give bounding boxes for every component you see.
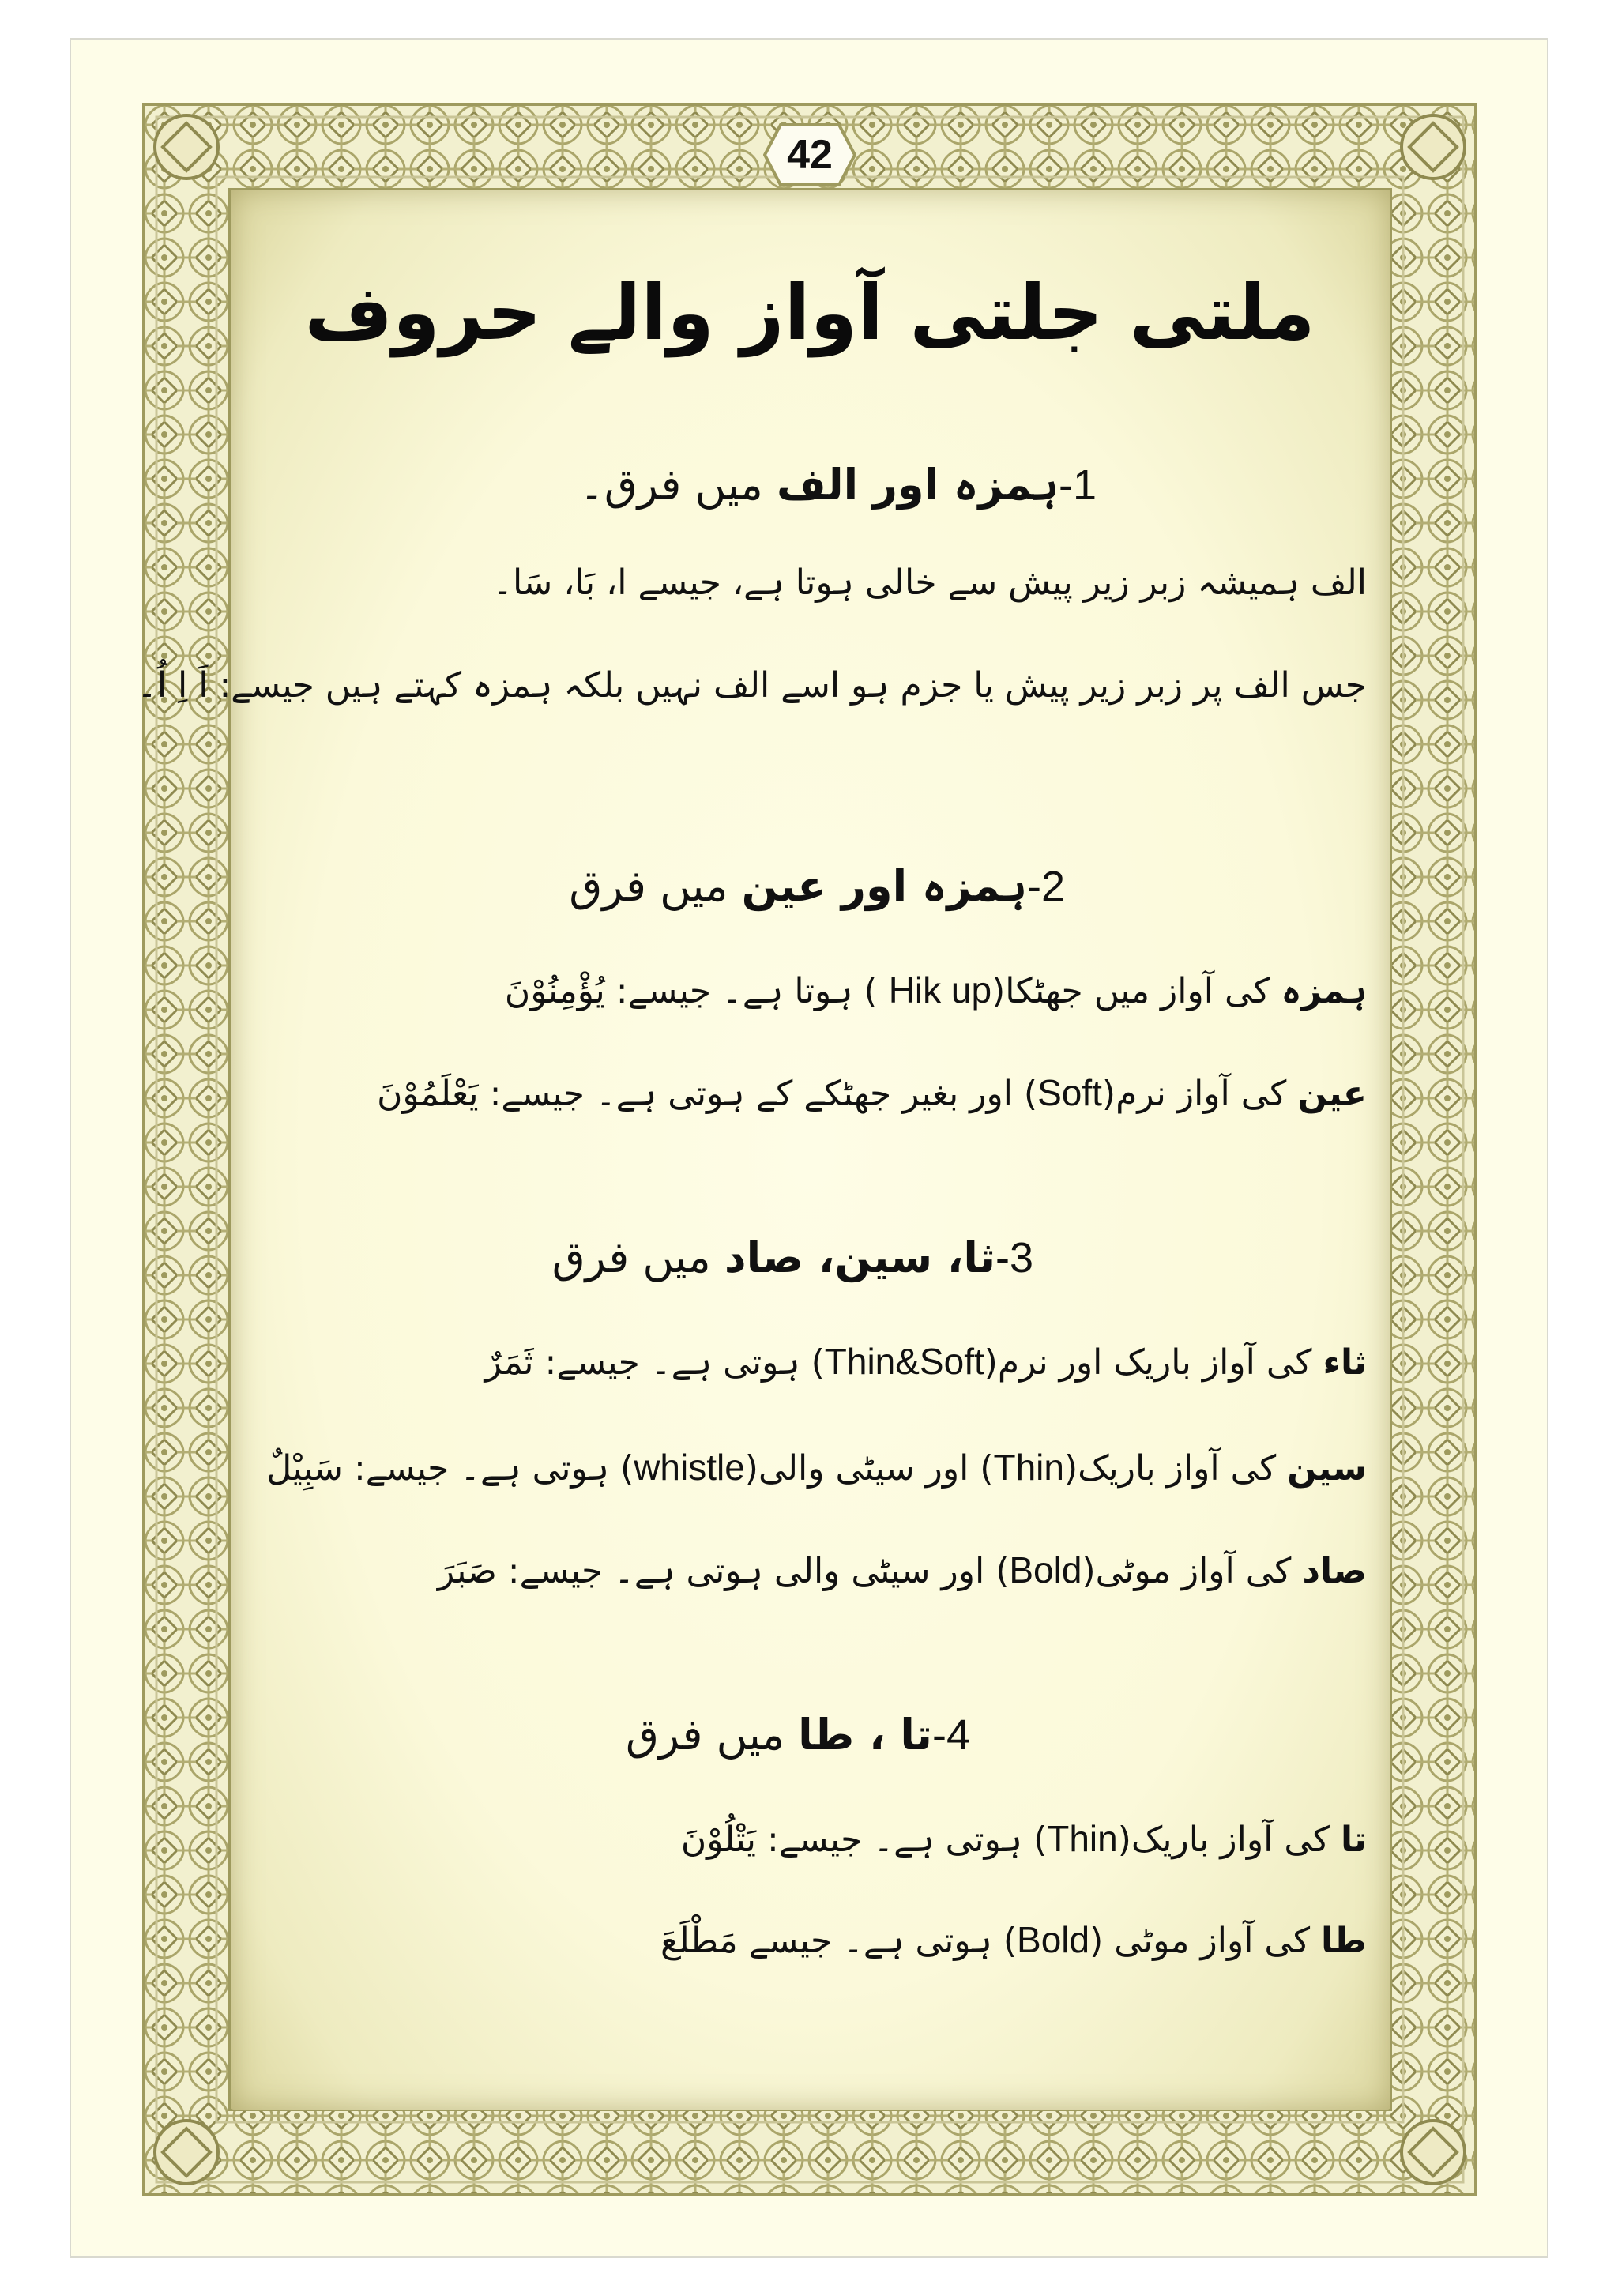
page-title: ملتی جلتی آواز والے حروف: [304, 269, 1315, 357]
section-heading-2: 2-ہمزہ اور عین میں فرق: [569, 861, 1065, 911]
section-4-line-2: طا کی آواز موٹی (Bold) ہوتی ہے۔ جیسے مَطْلَعَ: [660, 1919, 1367, 1961]
section-heading-1: 1-ہمزہ اور الف میں فرق۔: [579, 460, 1097, 510]
section-3-line-1: ثاء کی آواز باریک اور نرم(Thin&Soft) ہوتی ہے۔ جیسے: ثَمَرٌ: [484, 1341, 1367, 1383]
section-2-line-2: عین کی آواز نرم(Soft) اور بغیر جھٹکے کے ہوتی ہے۔ جیسے: یَعْلَمُوْنَ: [377, 1072, 1367, 1114]
section-3-line-2: سین کی آواز باریک(Thin) اور سیٹی والی(whistle) ہوتی ہے۔ جیسے: سَبِیْلٌ: [266, 1447, 1367, 1489]
section-heading-4: 4-تا ، طا میں فرق: [625, 1710, 970, 1760]
page-number: 42: [787, 132, 833, 178]
section-4-line-1: تا کی آواز باریک(Thin) ہوتی ہے۔ جیسے: یَتْلُوْنَ: [680, 1818, 1367, 1860]
section-2-line-1: ہمزہ کی آواز میں جھٹکا(Hik up ) ہوتا ہے۔ جیسے: یُؤْمِنُوْنَ: [504, 969, 1367, 1011]
page-number-badge: [763, 123, 856, 186]
section-1-line-1: الف ہمیشہ زبر زیر پیش سے خالی ہوتا ہے، جیسے ا، بَا، سَا۔: [492, 563, 1367, 603]
section-1-line-2: جس الف پر زبر زیر پیش یا جزم ہو اسے الف نہیں بلکہ ہمزہ کہتے ہیں جیسے: اَ اِ اُ۔: [137, 665, 1367, 706]
section-heading-3: 3-ثا، سین، صاد میں فرق: [551, 1233, 1033, 1282]
section-3-line-3: صاد کی آواز موٹی(Bold) اور سیٹی والی ہوتی ہے۔ جیسے: صَبَرَ: [437, 1549, 1367, 1591]
